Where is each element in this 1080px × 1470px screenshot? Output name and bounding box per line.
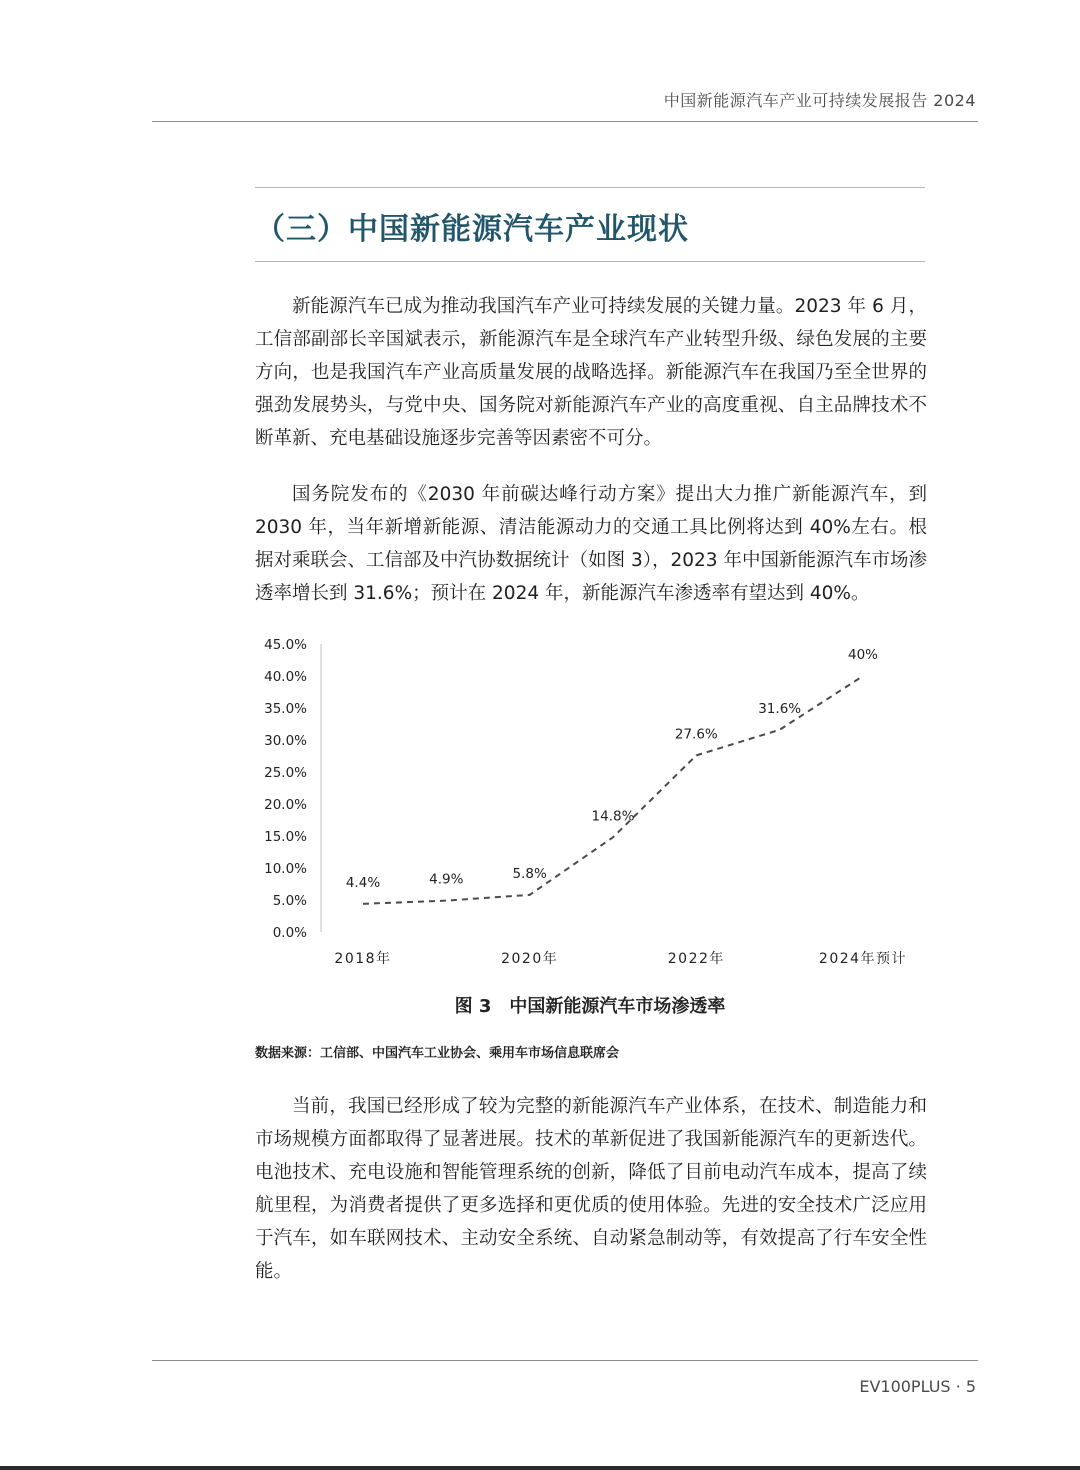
x-tick-label: 2018年 xyxy=(334,951,392,967)
paragraph-3: 当前，我国已经形成了较为完整的新能源汽车产业体系，在技术、制造能力和市场规模方面都取得了显著进展。技术的革新促进了我国新能源汽车的更新迭代。电池技术、充电设施和智能管理系统的创新，降低了目前电动汽车成本，提高了续航里程，为消费者提供了更多选择和更优质的使用体验。先进的安全技术广泛应用于汽车，如车联网技术、主动安全系统、自动紧急制动等，有效提高了行车安全性能。 xyxy=(255,1096,927,1282)
y-tick-label: 15.0% xyxy=(264,829,307,845)
section-top-divider xyxy=(255,187,925,188)
y-tick-label: 30.0% xyxy=(264,733,307,749)
y-tick-label: 40.0% xyxy=(264,669,307,685)
data-label: 27.6% xyxy=(674,726,718,743)
y-tick-label: 45.0% xyxy=(264,637,307,653)
page-bottom-edge xyxy=(0,1466,1080,1470)
data-label: 4.4% xyxy=(345,874,381,891)
y-tick-label: 25.0% xyxy=(264,765,307,781)
y-tick-label: 20.0% xyxy=(264,797,307,813)
y-tick-label: 0.0% xyxy=(272,925,307,941)
data-label: 31.6% xyxy=(758,700,802,717)
running-header: 中国新能源汽车产业可持续发展报告 2024 xyxy=(663,91,976,110)
footer-divider xyxy=(152,1360,978,1361)
page-footer: EV100PLUS · 5 xyxy=(859,1377,976,1396)
data-label: 40% xyxy=(847,647,879,663)
data-label: 4.9% xyxy=(429,871,464,888)
data-source-note: 数据来源：工信部、中国汽车工业协会、乘用车市场信息联席会 xyxy=(255,1046,620,1061)
y-tick-label: 35.0% xyxy=(264,701,307,717)
x-tick-label: 2024年预计 xyxy=(818,951,908,967)
data-label: 5.8% xyxy=(512,865,547,882)
section-bottom-divider xyxy=(255,261,925,262)
data-label: 14.8% xyxy=(591,808,635,825)
paragraph-1: 新能源汽车已成为推动我国汽车产业可持续发展的关键力量。2023 年 6 月，工信部副部长辛国斌表示，新能源汽车是全球汽车产业转型升级、绿色发展的主要方向，也是我国汽车产业高质量发展的战略选择。新能源汽车在我国乃至全世界的强劲发展势头，与党中央、国务院对新能源汽车产业的高度重视、自主品牌技术不断革新、充电基础设施逐步完善等因素密不可分。 xyxy=(255,296,927,449)
x-tick-label: 2020年 xyxy=(501,951,559,967)
section-title: （三）中国新能源汽车产业现状 xyxy=(255,212,689,247)
figure-caption: 图 3 中国新能源汽车市场渗透率 xyxy=(454,996,726,1017)
header-divider xyxy=(152,121,978,122)
y-tick-label: 5.0% xyxy=(272,893,307,909)
y-tick-label: 10.0% xyxy=(264,861,307,877)
x-tick-label: 2022年 xyxy=(667,951,725,967)
penetration-line-chart xyxy=(255,630,925,980)
paragraph-2: 国务院发布的《2030 年前碳达峰行动方案》提出大力推广新能源汽车，到 2030 年，当年新增新能源、清洁能源动力的交通工具比例将达到 40%左右。根据对乘联会、工信部及中汽协数据统计（如图 3），2023 年中国新能源汽车市场渗透率增长到 31.6%；预计在 2024 年，新能源汽车渗透率有望达到 40%。 xyxy=(255,484,927,604)
